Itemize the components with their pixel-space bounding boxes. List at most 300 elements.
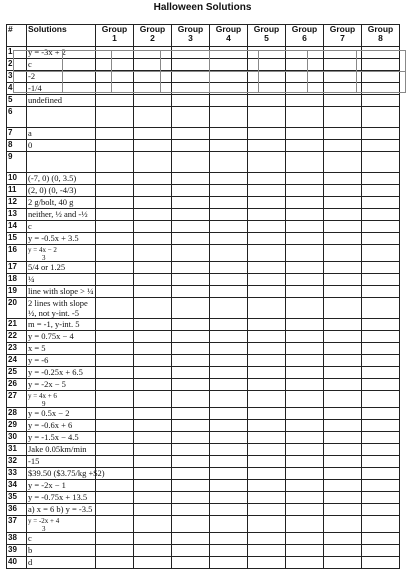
group-answer-cell[interactable] <box>286 140 324 152</box>
group-answer-cell[interactable] <box>286 408 324 420</box>
group-answer-cell[interactable] <box>96 492 134 504</box>
group-answer-cell[interactable] <box>248 274 286 286</box>
group-answer-cell[interactable] <box>362 128 400 140</box>
group-answer-cell[interactable] <box>286 456 324 468</box>
group-answer-cell[interactable] <box>248 408 286 420</box>
group-answer-cell[interactable] <box>248 286 286 298</box>
group-answer-cell[interactable] <box>248 319 286 331</box>
group-answer-cell[interactable] <box>134 95 172 107</box>
group-answer-cell[interactable] <box>210 221 248 233</box>
group-answer-cell[interactable] <box>286 545 324 557</box>
group-answer-cell[interactable] <box>210 343 248 355</box>
group-answer-cell[interactable] <box>324 95 362 107</box>
group-answer-cell[interactable] <box>134 262 172 274</box>
group-answer-cell[interactable] <box>172 516 210 533</box>
group-answer-cell[interactable] <box>362 355 400 367</box>
group-answer-cell[interactable] <box>324 233 362 245</box>
solution-cell <box>27 516 96 533</box>
group-answer-cell[interactable] <box>362 444 400 456</box>
group-answer-cell[interactable] <box>210 492 248 504</box>
group-answer-cell[interactable] <box>324 557 362 569</box>
solution-text: y = -2x − 5 <box>28 379 66 389</box>
group-answer-cell[interactable] <box>286 355 324 367</box>
group-answer-cell[interactable] <box>134 391 172 408</box>
group-answer-cell[interactable] <box>96 379 134 391</box>
group-answer-cell[interactable] <box>210 95 248 107</box>
group-answer-cell[interactable] <box>324 286 362 298</box>
group-answer-cell[interactable] <box>172 432 210 444</box>
group-answer-cell[interactable] <box>286 128 324 140</box>
group-answer-cell[interactable] <box>248 504 286 516</box>
group-answer-cell[interactable] <box>248 456 286 468</box>
group-answer-cell[interactable] <box>324 391 362 408</box>
group-answer-cell[interactable] <box>362 391 400 408</box>
group-answer-cell[interactable] <box>362 367 400 379</box>
group-answer-cell[interactable] <box>362 221 400 233</box>
group-answer-cell[interactable] <box>248 107 286 128</box>
group-answer-cell[interactable] <box>324 504 362 516</box>
group-answer-cell[interactable] <box>172 319 210 331</box>
group-answer-cell[interactable] <box>248 343 286 355</box>
group-answer-cell[interactable] <box>96 128 134 140</box>
group-answer-cell[interactable] <box>248 355 286 367</box>
group-answer-cell[interactable] <box>96 298 134 319</box>
group-answer-cell[interactable] <box>248 95 286 107</box>
group-answer-cell[interactable] <box>96 140 134 152</box>
row-number: 19 <box>7 286 27 298</box>
group-answer-cell[interactable] <box>362 557 400 569</box>
group-answer-cell[interactable] <box>134 107 172 128</box>
group-answer-cell[interactable] <box>286 432 324 444</box>
group-answer-cell[interactable] <box>96 221 134 233</box>
group-answer-cell[interactable] <box>210 456 248 468</box>
group-answer-cell[interactable] <box>210 420 248 432</box>
group-answer-cell[interactable] <box>286 173 324 185</box>
group-answer-cell[interactable] <box>134 152 172 173</box>
group-answer-cell[interactable] <box>324 128 362 140</box>
group-answer-cell[interactable] <box>324 209 362 221</box>
group-answer-cell[interactable] <box>362 173 400 185</box>
group-answer-cell[interactable] <box>172 173 210 185</box>
group-answer-cell[interactable] <box>96 504 134 516</box>
group-answer-cell[interactable] <box>248 209 286 221</box>
group-answer-cell[interactable] <box>96 245 134 262</box>
group-answer-cell[interactable] <box>324 331 362 343</box>
group-answer-cell[interactable] <box>248 391 286 408</box>
group-answer-cell[interactable] <box>362 432 400 444</box>
group-answer-cell[interactable] <box>210 298 248 319</box>
group-answer-cell[interactable] <box>172 492 210 504</box>
group-answer-cell[interactable] <box>286 379 324 391</box>
group-answer-cell[interactable] <box>134 331 172 343</box>
group-answer-cell[interactable] <box>96 408 134 420</box>
group-answer-cell[interactable] <box>172 456 210 468</box>
group-answer-cell[interactable] <box>134 420 172 432</box>
group-answer-cell[interactable] <box>134 173 172 185</box>
group-answer-cell[interactable] <box>362 245 400 262</box>
group-answer-cell[interactable] <box>134 480 172 492</box>
group-answer-cell[interactable] <box>96 274 134 286</box>
group-answer-cell[interactable] <box>134 557 172 569</box>
group-answer-cell[interactable] <box>172 545 210 557</box>
group-answer-cell[interactable] <box>172 343 210 355</box>
group-answer-cell[interactable] <box>134 492 172 504</box>
group-answer-cell[interactable] <box>324 343 362 355</box>
group-answer-cell[interactable] <box>210 331 248 343</box>
group-answer-cell[interactable] <box>172 533 210 545</box>
group-answer-cell[interactable] <box>210 245 248 262</box>
group-answer-cell[interactable] <box>362 331 400 343</box>
group-answer-cell[interactable] <box>134 533 172 545</box>
solution-cell <box>27 468 105 480</box>
group-answer-cell[interactable] <box>248 331 286 343</box>
group-answer-cell[interactable] <box>172 504 210 516</box>
group-answer-cell[interactable] <box>172 355 210 367</box>
group-answer-cell[interactable] <box>324 533 362 545</box>
group-answer-cell[interactable] <box>286 233 324 245</box>
group-answer-cell[interactable] <box>324 367 362 379</box>
group-answer-cell[interactable] <box>210 262 248 274</box>
group-answer-cell[interactable] <box>210 319 248 331</box>
group-answer-cell[interactable] <box>286 95 324 107</box>
group-answer-cell[interactable] <box>286 152 324 173</box>
group-answer-cell[interactable] <box>210 367 248 379</box>
group-answer-cell[interactable] <box>172 152 210 173</box>
header-row <box>7 25 400 47</box>
group-answer-cell[interactable] <box>248 152 286 173</box>
group-answer-cell[interactable] <box>362 95 400 107</box>
group-answer-cell[interactable] <box>210 444 248 456</box>
group-answer-cell[interactable] <box>286 274 324 286</box>
group-answer-cell[interactable] <box>324 480 362 492</box>
group-answer-cell[interactable] <box>248 444 286 456</box>
group-answer-cell[interactable] <box>248 128 286 140</box>
group-answer-cell[interactable] <box>324 420 362 432</box>
group-answer-cell[interactable] <box>210 379 248 391</box>
group-answer-cell[interactable] <box>172 140 210 152</box>
group-answer-cell[interactable] <box>210 286 248 298</box>
group-answer-cell[interactable] <box>172 480 210 492</box>
group-answer-cell[interactable] <box>96 557 134 569</box>
group-answer-cell[interactable] <box>134 274 172 286</box>
group-answer-cell[interactable] <box>210 432 248 444</box>
group-answer-cell[interactable] <box>248 367 286 379</box>
group-answer-cell[interactable] <box>96 545 134 557</box>
group-answer-cell[interactable] <box>96 480 134 492</box>
group-answer-cell[interactable] <box>96 173 134 185</box>
group-answer-cell[interactable] <box>134 408 172 420</box>
group-answer-cell[interactable] <box>210 504 248 516</box>
group-answer-cell[interactable] <box>210 140 248 152</box>
group-answer-cell[interactable] <box>134 367 172 379</box>
group-answer-cell[interactable] <box>134 197 172 209</box>
group-answer-cell[interactable] <box>286 107 324 128</box>
group-answer-cell[interactable] <box>96 107 134 128</box>
group-answer-cell[interactable] <box>248 557 286 569</box>
group-answer-cell[interactable] <box>362 468 400 480</box>
group-answer-cell[interactable] <box>362 516 400 533</box>
group-answer-cell[interactable] <box>362 319 400 331</box>
group-answer-cell[interactable] <box>286 221 324 233</box>
group-answer-cell[interactable] <box>286 444 324 456</box>
group-answer-cell[interactable] <box>172 95 210 107</box>
group-answer-cell[interactable] <box>134 185 172 197</box>
group-answer-cell[interactable] <box>248 262 286 274</box>
group-answer-cell[interactable] <box>248 221 286 233</box>
group-answer-cell[interactable] <box>172 298 210 319</box>
group-answer-cell[interactable] <box>248 533 286 545</box>
group-answer-cell[interactable] <box>96 331 134 343</box>
group-answer-cell[interactable] <box>96 262 134 274</box>
group-answer-cell[interactable] <box>324 545 362 557</box>
group-answer-cell[interactable] <box>286 331 324 343</box>
group-answer-cell[interactable] <box>96 209 134 221</box>
group-answer-cell[interactable] <box>286 298 324 319</box>
group-answer-cell[interactable] <box>172 209 210 221</box>
group-answer-cell[interactable] <box>172 197 210 209</box>
group-answer-cell[interactable] <box>248 245 286 262</box>
group-answer-cell[interactable] <box>248 545 286 557</box>
group-answer-cell[interactable] <box>172 379 210 391</box>
group-answer-cell[interactable] <box>134 355 172 367</box>
row-number: 39 <box>7 545 27 557</box>
group-answer-cell[interactable] <box>210 128 248 140</box>
group-answer-cell[interactable] <box>210 173 248 185</box>
group-answer-cell[interactable] <box>362 274 400 286</box>
group-answer-cell[interactable] <box>324 152 362 173</box>
group-answer-cell[interactable] <box>324 298 362 319</box>
group-answer-cell[interactable] <box>210 545 248 557</box>
group-answer-cell[interactable] <box>286 343 324 355</box>
group-answer-cell[interactable] <box>286 492 324 504</box>
group-answer-cell[interactable] <box>172 557 210 569</box>
group-answer-cell[interactable] <box>172 128 210 140</box>
row-number: 32 <box>7 456 27 468</box>
solution-text: y = -1.5x − 4.5 <box>28 432 79 442</box>
group-answer-cell[interactable] <box>210 533 248 545</box>
group-answer-cell[interactable] <box>96 391 134 408</box>
group-answer-cell[interactable] <box>134 221 172 233</box>
group-answer-cell[interactable] <box>96 533 134 545</box>
group-answer-cell[interactable] <box>210 408 248 420</box>
group-answer-cell[interactable] <box>134 545 172 557</box>
group-answer-cell[interactable] <box>324 408 362 420</box>
group-answer-cell[interactable] <box>172 420 210 432</box>
group-answer-cell[interactable] <box>210 107 248 128</box>
group-answer-cell[interactable] <box>324 245 362 262</box>
group-answer-cell[interactable] <box>362 456 400 468</box>
group-answer-cell[interactable] <box>134 140 172 152</box>
group-answer-cell[interactable] <box>286 245 324 262</box>
group-answer-cell[interactable] <box>172 233 210 245</box>
group-answer-cell[interactable] <box>362 197 400 209</box>
group-answer-cell[interactable] <box>362 420 400 432</box>
group-answer-cell[interactable] <box>96 286 134 298</box>
group-answer-cell[interactable] <box>96 233 134 245</box>
group-answer-cell[interactable] <box>286 420 324 432</box>
group-answer-cell[interactable] <box>286 262 324 274</box>
group-answer-cell[interactable] <box>324 262 362 274</box>
group-answer-cell[interactable] <box>362 343 400 355</box>
group-answer-cell[interactable] <box>172 468 210 480</box>
group-answer-cell[interactable] <box>324 319 362 331</box>
group-answer-cell[interactable] <box>248 233 286 245</box>
table-row <box>7 319 400 331</box>
group-answer-cell[interactable] <box>134 233 172 245</box>
group-answer-cell[interactable] <box>362 545 400 557</box>
group-answer-cell[interactable] <box>210 516 248 533</box>
group-answer-cell[interactable] <box>172 367 210 379</box>
group-answer-cell[interactable] <box>286 367 324 379</box>
group-answer-cell[interactable] <box>96 152 134 173</box>
group-answer-cell[interactable] <box>210 197 248 209</box>
group-answer-cell[interactable] <box>172 331 210 343</box>
group-answer-cell[interactable] <box>362 233 400 245</box>
group-answer-cell[interactable] <box>96 516 134 533</box>
group-answer-cell[interactable] <box>210 274 248 286</box>
group-answer-cell[interactable] <box>362 185 400 197</box>
group-answer-cell[interactable] <box>134 504 172 516</box>
group-answer-cell[interactable] <box>134 379 172 391</box>
group-answer-cell[interactable] <box>362 504 400 516</box>
group-answer-cell[interactable] <box>286 504 324 516</box>
group-answer-cell[interactable] <box>362 209 400 221</box>
group-answer-cell[interactable] <box>286 480 324 492</box>
group-answer-cell[interactable] <box>362 408 400 420</box>
group-answer-cell[interactable] <box>362 286 400 298</box>
group-answer-cell[interactable] <box>362 298 400 319</box>
group-answer-cell[interactable] <box>210 209 248 221</box>
group-answer-cell[interactable] <box>96 319 134 331</box>
group-answer-cell[interactable] <box>362 107 400 128</box>
group-answer-cell[interactable] <box>248 468 286 480</box>
group-answer-cell[interactable] <box>324 274 362 286</box>
group-answer-cell[interactable] <box>134 298 172 319</box>
group-answer-cell[interactable] <box>134 128 172 140</box>
group-answer-cell[interactable] <box>96 444 134 456</box>
group-answer-cell[interactable] <box>172 221 210 233</box>
group-answer-cell[interactable] <box>134 468 172 480</box>
group-answer-cell[interactable] <box>286 516 324 533</box>
group-answer-cell[interactable] <box>248 298 286 319</box>
group-answer-cell[interactable] <box>134 432 172 444</box>
solution-cell <box>27 456 96 468</box>
group-answer-cell[interactable] <box>324 516 362 533</box>
solution-cell <box>27 185 96 197</box>
group-answer-cell[interactable] <box>286 391 324 408</box>
group-answer-cell[interactable] <box>286 319 324 331</box>
group-answer-cell[interactable] <box>134 456 172 468</box>
group-answer-cell[interactable] <box>172 262 210 274</box>
group-answer-cell[interactable] <box>248 379 286 391</box>
group-answer-cell[interactable] <box>248 432 286 444</box>
group-answer-cell[interactable] <box>248 197 286 209</box>
group-answer-cell[interactable] <box>286 533 324 545</box>
group-answer-cell[interactable] <box>248 516 286 533</box>
group-answer-cell[interactable] <box>172 107 210 128</box>
group-answer-cell[interactable] <box>248 140 286 152</box>
group-answer-cell[interactable] <box>134 209 172 221</box>
group-answer-cell[interactable] <box>286 468 324 480</box>
group-answer-cell[interactable] <box>96 432 134 444</box>
row-number: 3 <box>7 71 27 83</box>
group-answer-cell[interactable] <box>286 197 324 209</box>
group-answer-cell[interactable] <box>324 185 362 197</box>
solution-cell <box>27 480 96 492</box>
group-answer-cell[interactable] <box>134 319 172 331</box>
group-answer-cell[interactable] <box>96 367 134 379</box>
group-answer-cell[interactable] <box>362 492 400 504</box>
group-answer-cell[interactable] <box>134 245 172 262</box>
group-answer-cell[interactable] <box>210 152 248 173</box>
group-answer-cell[interactable] <box>96 456 134 468</box>
group-answer-cell[interactable] <box>248 173 286 185</box>
group-answer-cell[interactable] <box>324 444 362 456</box>
group-answer-cell[interactable] <box>324 432 362 444</box>
group-answer-cell[interactable] <box>286 286 324 298</box>
group-answer-cell[interactable] <box>362 262 400 274</box>
group-answer-cell[interactable] <box>134 444 172 456</box>
group-answer-cell[interactable] <box>362 152 400 173</box>
group-answer-cell[interactable] <box>362 379 400 391</box>
group-answer-cell[interactable] <box>324 355 362 367</box>
group-answer-cell[interactable] <box>210 233 248 245</box>
group-answer-cell[interactable] <box>210 355 248 367</box>
group-answer-cell[interactable] <box>324 173 362 185</box>
group-answer-cell[interactable] <box>210 391 248 408</box>
group-answer-cell[interactable] <box>324 492 362 504</box>
group-answer-cell[interactable] <box>210 185 248 197</box>
group-answer-cell[interactable] <box>96 95 134 107</box>
group-answer-cell[interactable] <box>134 516 172 533</box>
group-answer-cell[interactable] <box>362 480 400 492</box>
group-answer-cell[interactable] <box>134 343 172 355</box>
group-answer-cell[interactable] <box>248 185 286 197</box>
group-answer-cell[interactable] <box>248 480 286 492</box>
group-answer-cell[interactable] <box>172 245 210 262</box>
group-answer-cell[interactable] <box>210 468 248 480</box>
group-answer-cell[interactable] <box>96 355 134 367</box>
group-answer-cell[interactable] <box>172 444 210 456</box>
group-answer-cell[interactable] <box>324 379 362 391</box>
group-answer-cell[interactable] <box>362 533 400 545</box>
group-answer-cell[interactable] <box>172 185 210 197</box>
group-answer-cell[interactable] <box>134 286 172 298</box>
group-answer-cell[interactable] <box>324 456 362 468</box>
group-answer-cell[interactable] <box>286 557 324 569</box>
group-answer-cell[interactable] <box>210 557 248 569</box>
group-answer-cell[interactable] <box>96 197 134 209</box>
group-answer-cell[interactable] <box>324 221 362 233</box>
group-answer-cell[interactable] <box>324 468 362 480</box>
group-answer-cell[interactable] <box>286 209 324 221</box>
group-answer-cell[interactable] <box>324 197 362 209</box>
group-answer-cell[interactable] <box>172 286 210 298</box>
group-answer-cell[interactable] <box>248 492 286 504</box>
group-answer-cell[interactable] <box>172 408 210 420</box>
group-answer-cell[interactable] <box>248 420 286 432</box>
group-answer-cell[interactable] <box>210 480 248 492</box>
group-answer-cell[interactable] <box>324 140 362 152</box>
group-answer-cell[interactable] <box>286 185 324 197</box>
group-answer-cell[interactable] <box>96 343 134 355</box>
group-answer-cell[interactable] <box>362 140 400 152</box>
group-answer-cell[interactable] <box>324 107 362 128</box>
group-answer-cell[interactable] <box>172 274 210 286</box>
group-answer-cell[interactable] <box>172 391 210 408</box>
group-answer-cell[interactable] <box>96 420 134 432</box>
group-answer-cell[interactable] <box>96 185 134 197</box>
